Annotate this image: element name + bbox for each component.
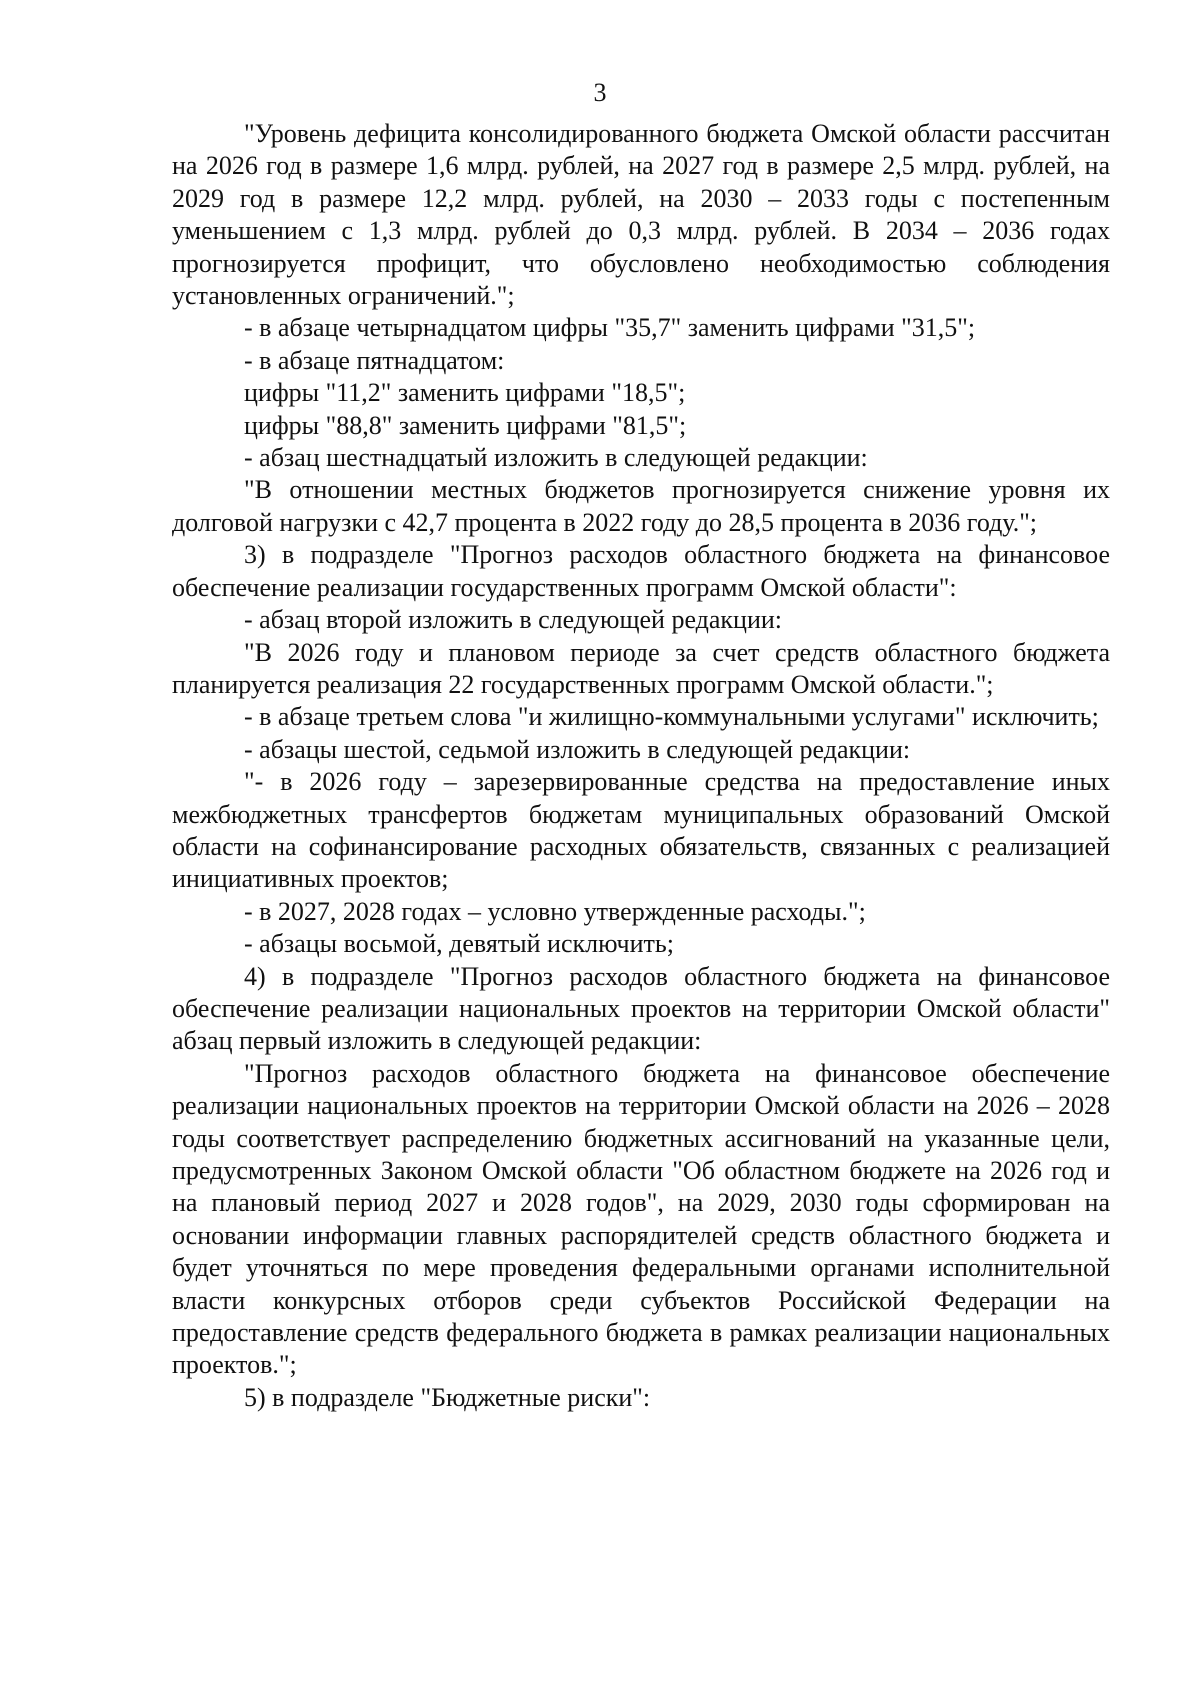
paragraph-amendment-14: - в абзаце четырнадцатом цифры "35,7" заменить цифрами "31,5";	[244, 313, 976, 343]
paragraph-abzacy-8-9: - абзацы восьмой, девятый исключить;	[244, 929, 674, 959]
paragraph-item-4: 4) в подразделе "Прогноз расходов областного бюджета на финансовое обеспечение реализации национальных проектов на территории Омской области" абзац первый изложить в следующей редакции:	[172, 961, 1110, 1056]
paragraph-abzac-third: - в абзаце третьем слова "и жилищно-коммунальными услугами" исключить;	[244, 702, 1099, 732]
paragraph-item-3: 3) в подразделе "Прогноз расходов областного бюджета на финансовое обеспечение реализации государственных программ Омской области":	[172, 540, 1110, 602]
paragraph-reserved-funds: "- в 2026 году – зарезервированные средства на предоставление иных межбюджетных трансфертов бюджетам муниципальных образований Омской области на софинансирование расходных обязательств, связанных с реализацией инициативных проектов;	[172, 767, 1110, 894]
paragraph-digits-88-8: цифры "88,8" заменить цифрами "81,5";	[244, 410, 687, 440]
paragraph-amendment-16: - абзац шестнадцатый изложить в следующей редакции:	[244, 443, 868, 473]
paragraph-abzacy-6-7: - абзацы шестой, седьмой изложить в следующей редакции:	[244, 734, 911, 764]
paragraph-deficit-level: "Уровень дефицита консолидированного бюджета Омской области рассчитан на 2026 год в размере 1,6 млрд. рублей, на 2027 год в размере 2,5 млрд. рублей, на 2029 год в размере 12,2 млрд. рублей, на 2030 – 2033 годы с постепенным уменьшением с 1,3 млрд. рублей до 0,3 млрд. рублей. В 2034 – 2036 годах прогнозируется профицит, что обусловлено необходимостью соблюдения установленных ограничений.";	[172, 119, 1110, 311]
paragraph-22-programs: "В 2026 году и плановом периоде за счет средств областного бюджета планируется реализация 22 государственных программ Омской области.";	[172, 637, 1110, 699]
paragraph-abzac-second: - абзац второй изложить в следующей редакции:	[244, 605, 783, 635]
paragraph-amendment-15: - в абзаце пятнадцатом:	[244, 345, 505, 375]
page-number: 3	[593, 78, 607, 107]
paragraph-national-projects: "Прогноз расходов областного бюджета на финансовое обеспечение реализации национальных проектов на территории Омской области на 2026 – 2028 годы соответствует распределению бюджетных ассигнований на указанные цели, предусмотренных Законом Омской области "Об областном бюджете на 2026 год и на плановый период 2027 и 2028 годов", на 2029, 2030 годы сформирован на основании информации главных распорядителей средств областного бюджета и будет уточняться по мере проведения федеральными органами исполнительной власти конкурсных отборов среди субъектов Российской Федерации на предоставление средств федерального бюджета в рамках реализации национальных проектов.";	[172, 1058, 1110, 1380]
document-body	[172, 118, 1110, 1414]
paragraph-conditional-expenses: - в 2027, 2028 годах – условно утвержденные расходы.";	[244, 896, 866, 926]
paragraph-item-5: 5) в подразделе "Бюджетные риски":	[244, 1382, 651, 1412]
paragraph-digits-11-2: цифры "11,2" заменить цифрами "18,5";	[244, 378, 686, 408]
paragraph-local-budgets: "В отношении местных бюджетов прогнозируется снижение уровня их долговой нагрузки с 42,7 процента в 2022 году до 28,5 процента в 2036 году.";	[172, 475, 1110, 537]
